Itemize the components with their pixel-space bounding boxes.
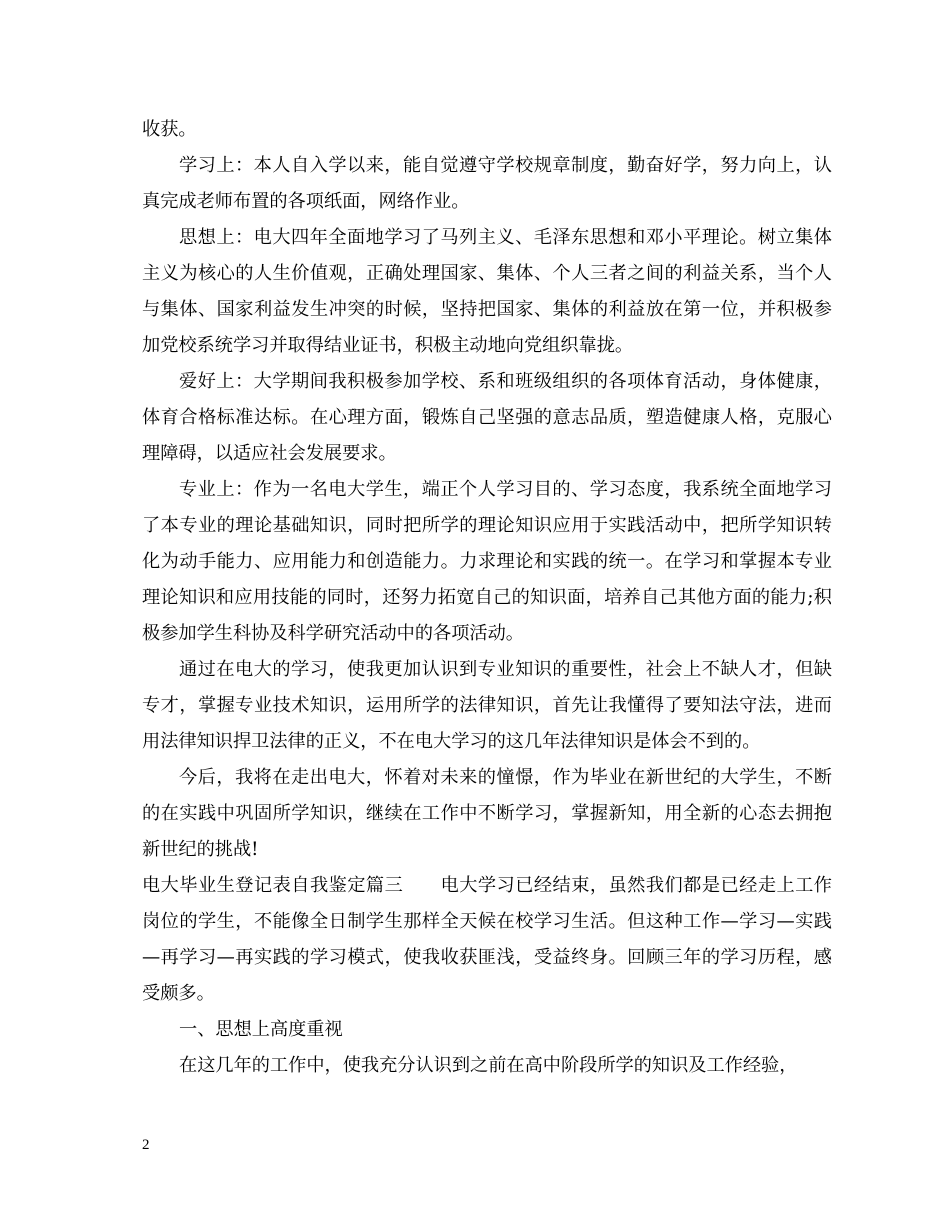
paragraph-section-three: 电大毕业生登记表自我鉴定篇三 电大学习已经结束，虽然我们都是已经走上工作岗位的学生，不能像全日制学生那样全天候在校学习生活。但这种工作—学习—实践—再学习—再实践的学习模式，使我收获匪浅，受益终身。回顾三年的学习历程，感受颇多。 [142,875,832,1004]
paragraph-reflection: 通过在电大的学习，使我更加认识到专业知识的重要性，社会上不缺人才，但缺专才，掌握专业技术知识，运用所学的法律知识，首先让我懂得了要知法守法，进而用法律知识捍卫法律的正义，不在电大学习的这几年法律知识是体会不到的。 [142,659,832,752]
paragraph-major: 专业上：作为一名电大学生，端正个人学习目的、学习态度，我系统全面地学习了本专业的理论基础知识，同时把所学的理论知识应用于实践活动中，把所学知识转化为动手能力、应用能力和创造能力。力求理论和实践的统一。在学习和掌握本专业理论知识和应用技能的同时，还努力拓宽自己的知识面，培养自己其他方面的能力;积极参加学生科协及科学研究活动中的各项活动。 [142,479,832,644]
document-body [142,112,832,1084]
paragraph-thought: 思想上：电大四年全面地学习了马列主义、毛泽东思想和邓小平理论。树立集体主义为核心的人生价值观，正确处理国家、集体、个人三者之间的利益关系，当个人与集体、国家利益发生冲突的时候，坚持把国家、集体的利益放在第一位，并积极参加党校系统学习并取得结业证书，积极主动地向党组织靠拢。 [142,227,832,356]
paragraph-hobby: 爱好上：大学期间我积极参加学校、系和班级组织的各项体育活动，身体健康，体育合格标准达标。在心理方面，锻炼自己坚强的意志品质，塑造健康人格，克服心理障碍，以适应社会发展要求。 [142,371,832,464]
section-heading-thought: 一、思想上高度重视 [179,1019,343,1040]
paragraph-work-experience: 在这几年的工作中，使我充分认识到之前在高中阶段所学的知识及工作经验， [179,1055,798,1076]
page-number: 2 [142,1137,150,1153]
paragraph-harvest: 收获。 [142,119,197,140]
paragraph-future: 今后，我将在走出电大，怀着对未来的憧憬，作为毕业在新世纪的大学生，不断的在实践中巩固所学知识，继续在工作中不断学习，掌握新知，用全新的心态去拥抱新世纪的挑战! [142,767,832,860]
paragraph-study: 学习上：本人自入学以来，能自觉遵守学校规章制度，勤奋好学，努力向上，认真完成老师布置的各项纸面，网络作业。 [142,155,832,212]
